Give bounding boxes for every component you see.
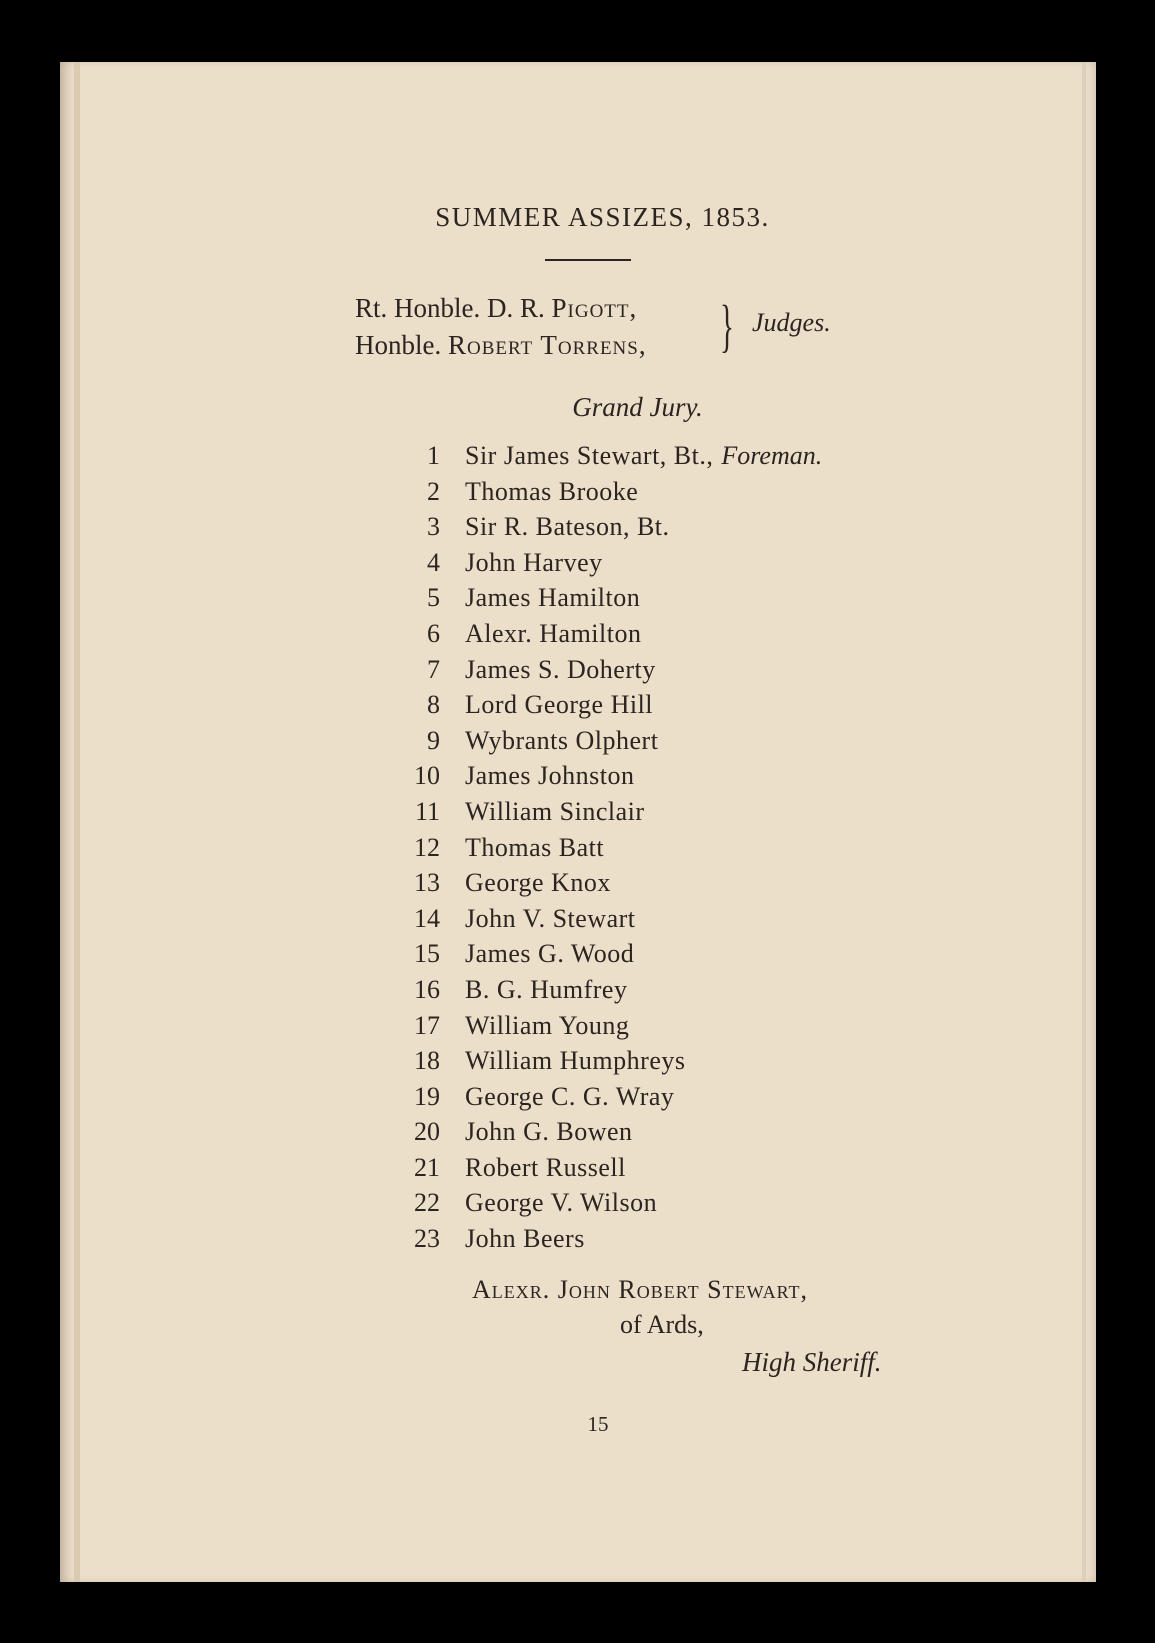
page-number: 15 xyxy=(587,1412,609,1436)
judges-list xyxy=(355,290,646,364)
juror-name: James G. Wood xyxy=(465,939,635,969)
jury-list-item xyxy=(390,1221,822,1257)
jury-number: 4 xyxy=(427,547,440,577)
juror-name: Lord George Hill xyxy=(465,690,654,720)
jury-number: 5 xyxy=(427,583,440,613)
jury-list-item xyxy=(390,1185,822,1221)
judge-name: Pigott xyxy=(551,293,630,323)
juror-name: William Sinclair xyxy=(465,796,645,826)
juror-name: John G. Bowen xyxy=(465,1117,633,1147)
judges-label: Judges. xyxy=(752,308,831,337)
juror-name: Sir James Stewart, Bt., xyxy=(465,441,714,470)
heading-rule xyxy=(545,259,631,261)
jury-number: 13 xyxy=(414,868,440,898)
jury-list-item xyxy=(390,1079,822,1115)
juror-name: James Hamilton xyxy=(465,583,641,613)
jury-number: 6 xyxy=(427,618,440,648)
juror-name: George Knox xyxy=(465,868,611,898)
jury-number: 23 xyxy=(414,1224,440,1254)
jury-list-item xyxy=(390,652,822,688)
juror-name: John V. Stewart xyxy=(465,903,636,933)
juror-name: Thomas Batt xyxy=(465,832,605,862)
jury-number: 20 xyxy=(414,1117,440,1147)
juror-name: James S. Doherty xyxy=(465,654,656,684)
judge-suffix: , xyxy=(638,330,646,360)
judges-brace: } xyxy=(720,293,734,358)
grand-jury-heading: Grand Jury. xyxy=(572,392,703,422)
juror-name: B. G. Humfrey xyxy=(465,974,628,1004)
jury-list-item xyxy=(390,723,822,759)
jury-number: 17 xyxy=(414,1010,440,1040)
jury-list-item xyxy=(390,1114,822,1150)
jury-list-item xyxy=(390,687,822,723)
high-sheriff-place: of Ards, xyxy=(620,1310,704,1339)
juror-name: John Beers xyxy=(465,1224,585,1254)
jury-list-item xyxy=(390,794,822,830)
jury-list-item xyxy=(390,509,822,545)
jury-number: 12 xyxy=(414,832,440,862)
jury-list-item xyxy=(390,936,822,972)
jury-number: 10 xyxy=(414,761,440,791)
jury-number: 8 xyxy=(427,690,440,720)
jury-list-item xyxy=(390,758,822,794)
jury-list-item xyxy=(390,972,822,1008)
jury-number: 9 xyxy=(427,725,440,755)
juror-name: Robert Russell xyxy=(465,1152,626,1182)
jury-number: 22 xyxy=(414,1188,440,1218)
jury-list-item xyxy=(390,438,822,474)
jury-number: 16 xyxy=(414,974,440,1004)
juror-name: Thomas Brooke xyxy=(465,476,639,506)
page-right-edge xyxy=(1082,62,1086,1582)
judge-name: Robert Torrens xyxy=(447,330,639,360)
jury-list-item xyxy=(390,901,822,937)
juror-name: Wybrants Olphert xyxy=(465,725,659,755)
judge-prefix: Honble. xyxy=(355,330,448,360)
jury-number: 2 xyxy=(427,476,440,506)
juror-name: George C. G. Wray xyxy=(465,1081,675,1111)
high-sheriff-title: High Sheriff. xyxy=(742,1347,882,1377)
judge-entry xyxy=(355,327,646,364)
page-spine-edge xyxy=(74,62,80,1582)
jury-number: 14 xyxy=(414,903,440,933)
jury-list-item xyxy=(390,545,822,581)
jury-list-item xyxy=(390,474,822,510)
book-page xyxy=(60,62,1096,1582)
grand-jury-list xyxy=(390,438,822,1257)
judge-prefix: Rt. Honble. D. R. xyxy=(355,293,552,323)
juror-name: Sir R. Bateson, Bt. xyxy=(465,512,670,542)
foreman-label: Foreman. xyxy=(721,441,823,470)
jury-number: 21 xyxy=(414,1152,440,1182)
high-sheriff-name: Alexr. John Robert Stewart, xyxy=(472,1275,809,1304)
jury-list-item xyxy=(390,616,822,652)
page-heading: SUMMER ASSIZES, 1853. xyxy=(435,202,770,232)
jury-number: 11 xyxy=(414,796,440,826)
jury-list-item xyxy=(390,1043,822,1079)
juror-name: James Johnston xyxy=(465,761,635,791)
jury-number: 3 xyxy=(427,512,440,542)
jury-list-item xyxy=(390,580,822,616)
jury-list-item xyxy=(390,865,822,901)
juror-name: William Humphreys xyxy=(465,1046,686,1076)
jury-list-item xyxy=(390,1008,822,1044)
juror-name: John Harvey xyxy=(465,547,603,577)
juror-name: Alexr. Hamilton xyxy=(465,618,642,648)
juror-name: George V. Wilson xyxy=(465,1188,658,1218)
juror-name: William Young xyxy=(465,1010,630,1040)
jury-number: 15 xyxy=(414,939,440,969)
judge-entry xyxy=(355,290,646,327)
jury-list-item xyxy=(390,830,822,866)
jury-number: 7 xyxy=(427,654,440,684)
judge-suffix: , xyxy=(629,293,637,323)
jury-number: 1 xyxy=(427,441,440,470)
jury-list-item xyxy=(390,1150,822,1186)
jury-number: 19 xyxy=(414,1081,440,1111)
jury-number: 18 xyxy=(414,1046,440,1076)
